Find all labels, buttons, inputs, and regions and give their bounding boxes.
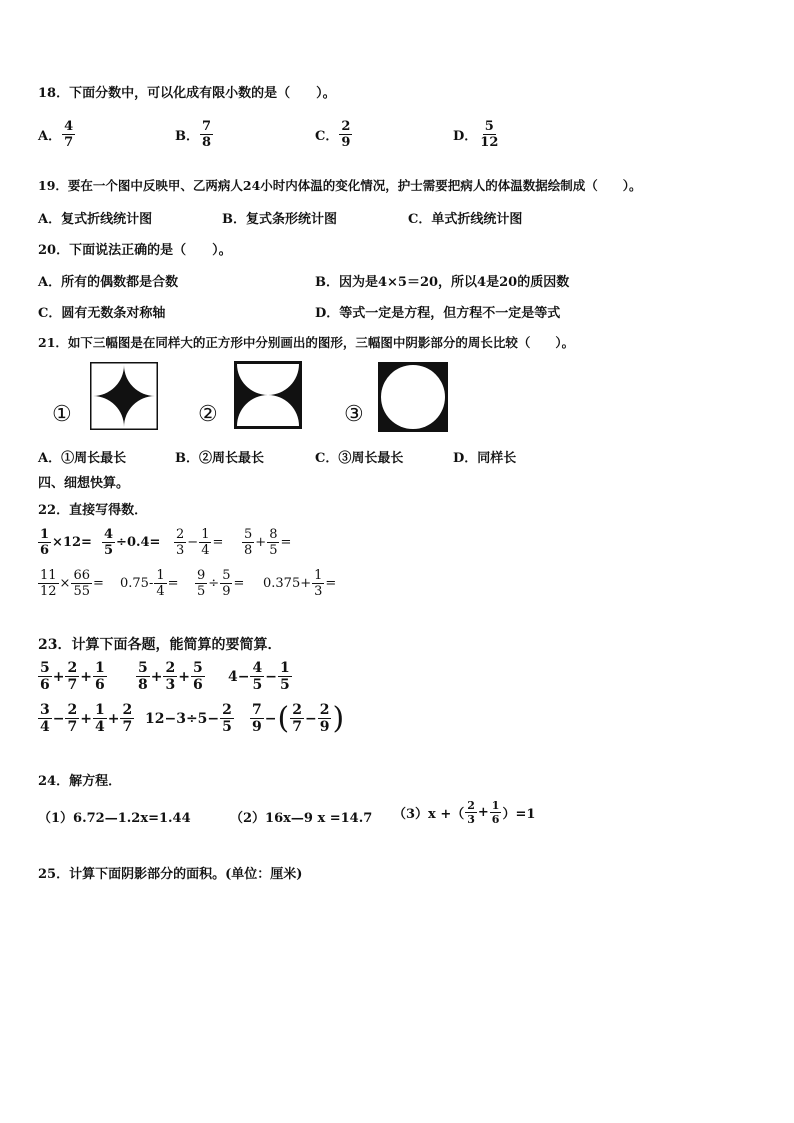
q23-r1-e3: 4− $\frac{4}{5}$ − $\frac{1}{5}$: [228, 660, 290, 693]
q20-option-c[interactable]: C．圆有无数条对称轴: [38, 306, 166, 321]
q19-option-b[interactable]: B．复式条形统计图: [222, 212, 337, 227]
q19-option-c[interactable]: C．单式折线统计图: [408, 212, 523, 227]
q19-option-a[interactable]: A．复式折线统计图: [38, 212, 153, 227]
fraction: $\frac{7}{8}$: [202, 119, 212, 150]
q20-option-d[interactable]: D．等式一定是方程，但方程不一定是等式: [315, 306, 561, 321]
option-label: A．: [38, 129, 62, 144]
q22-stem: 22．直接写得数．: [38, 503, 148, 518]
q23-r2-e3: $\frac{7}{9}$ − ( $\frac{2}{7}$ − $\frac{2}{9}$ ): [252, 700, 345, 736]
q22-r1-e4: $\frac{5}{8}$ + $\frac{8}{5}$ =: [244, 527, 292, 558]
figure-1-four-quarter-circles: [90, 362, 158, 430]
q24-equation-3: （3）x +（ $\frac{2}{3}$ + $\frac{1}{6}$ ）=1: [393, 799, 536, 826]
q22-r2-e1: $\frac{11}{12}$ × $\frac{66}{55}$ =: [40, 568, 104, 599]
q22-r1-e3: $\frac{2}{3}$ − $\frac{1}{4}$ =: [176, 527, 224, 558]
q22-r1-e1: $\frac{1}{6}$ ×12=: [40, 527, 92, 558]
q23-stem: 23．计算下面各题，能简算的要简算．: [38, 637, 282, 653]
q19-stem: 19．要在一个图中反映甲、乙两病人24小时内体温的变化情况，护士需要把病人的体温数据绘制成（ ）。: [38, 178, 642, 193]
q23-r1-e2: $\frac{5}{8}$ + $\frac{2}{3}$ + $\frac{5}{6}$: [138, 660, 203, 693]
q18-option-b[interactable]: [175, 120, 213, 149]
q24-equation-2: （2）16x—9 x =14.7: [230, 811, 373, 826]
q21-option-c[interactable]: C．③周长最长: [315, 451, 404, 466]
q18-option-a[interactable]: [38, 120, 75, 149]
fraction: $\frac{2}{9}$: [341, 119, 351, 150]
figure-label-2: ②: [198, 402, 218, 427]
q20-option-b[interactable]: B．因为是4×5＝20，所以4是20的质因数: [315, 275, 570, 290]
option-label: D．: [453, 129, 478, 144]
fraction: $\frac{4}{7}$: [64, 119, 74, 150]
option-label: C．: [315, 129, 339, 144]
option-label: B．: [175, 129, 199, 144]
fraction: $\frac{5}{12}$: [480, 119, 499, 150]
figure-2-two-semicircles: [234, 361, 302, 429]
section-title: 四、细想快算。: [38, 476, 130, 491]
figure-label-1: ①: [52, 402, 72, 427]
q21-option-d[interactable]: D．同样长: [453, 451, 517, 466]
figure-label-3: ③: [344, 402, 364, 427]
q24-stem: 24．解方程．: [38, 774, 122, 789]
q24-equation-1: （1）6.72—1.2x=1.44: [38, 811, 191, 826]
figure-3-inscribed-circle: [378, 362, 448, 432]
q22-r2-e2: 0.75- $\frac{1}{4}$ =: [120, 568, 179, 599]
q23-r2-e1: $\frac{3}{4}$ − $\frac{2}{7}$ + $\frac{1}{4}$ + $\frac{2}{7}$: [40, 702, 133, 735]
q23-r2-e2: 12−3÷5− $\frac{2}{5}$: [145, 702, 232, 735]
q22-r2-e3: $\frac{9}{5}$ ÷ $\frac{5}{9}$ =: [197, 568, 245, 599]
q21-option-a[interactable]: A．①周长最长: [38, 451, 127, 466]
q18-option-c[interactable]: [315, 120, 352, 149]
q18-option-d[interactable]: [453, 120, 500, 149]
q22-r1-e2: $\frac{4}{5}$ ÷0.4=: [104, 527, 161, 558]
q23-r1-e1: $\frac{5}{6}$ + $\frac{2}{7}$ + $\frac{1}{6}$: [40, 660, 105, 693]
q18-stem: 18．下面分数中，可以化成有限小数的是（ ）。: [38, 86, 336, 101]
q22-r2-e4: 0.375+ $\frac{1}{3}$ =: [263, 568, 337, 599]
q21-option-b[interactable]: B．②周长最长: [175, 451, 264, 466]
q20-option-a[interactable]: A．所有的偶数都是合数: [38, 275, 179, 290]
q21-stem: 21．如下三幅图是在同样大的正方形中分别画出的图形，三幅图中阴影部分的周长比较（ ）。: [38, 335, 575, 350]
q20-stem: 20．下面说法正确的是（ ）。: [38, 243, 232, 258]
q25-stem: 25．计算下面阴影部分的面积。(单位：厘米): [38, 867, 303, 882]
